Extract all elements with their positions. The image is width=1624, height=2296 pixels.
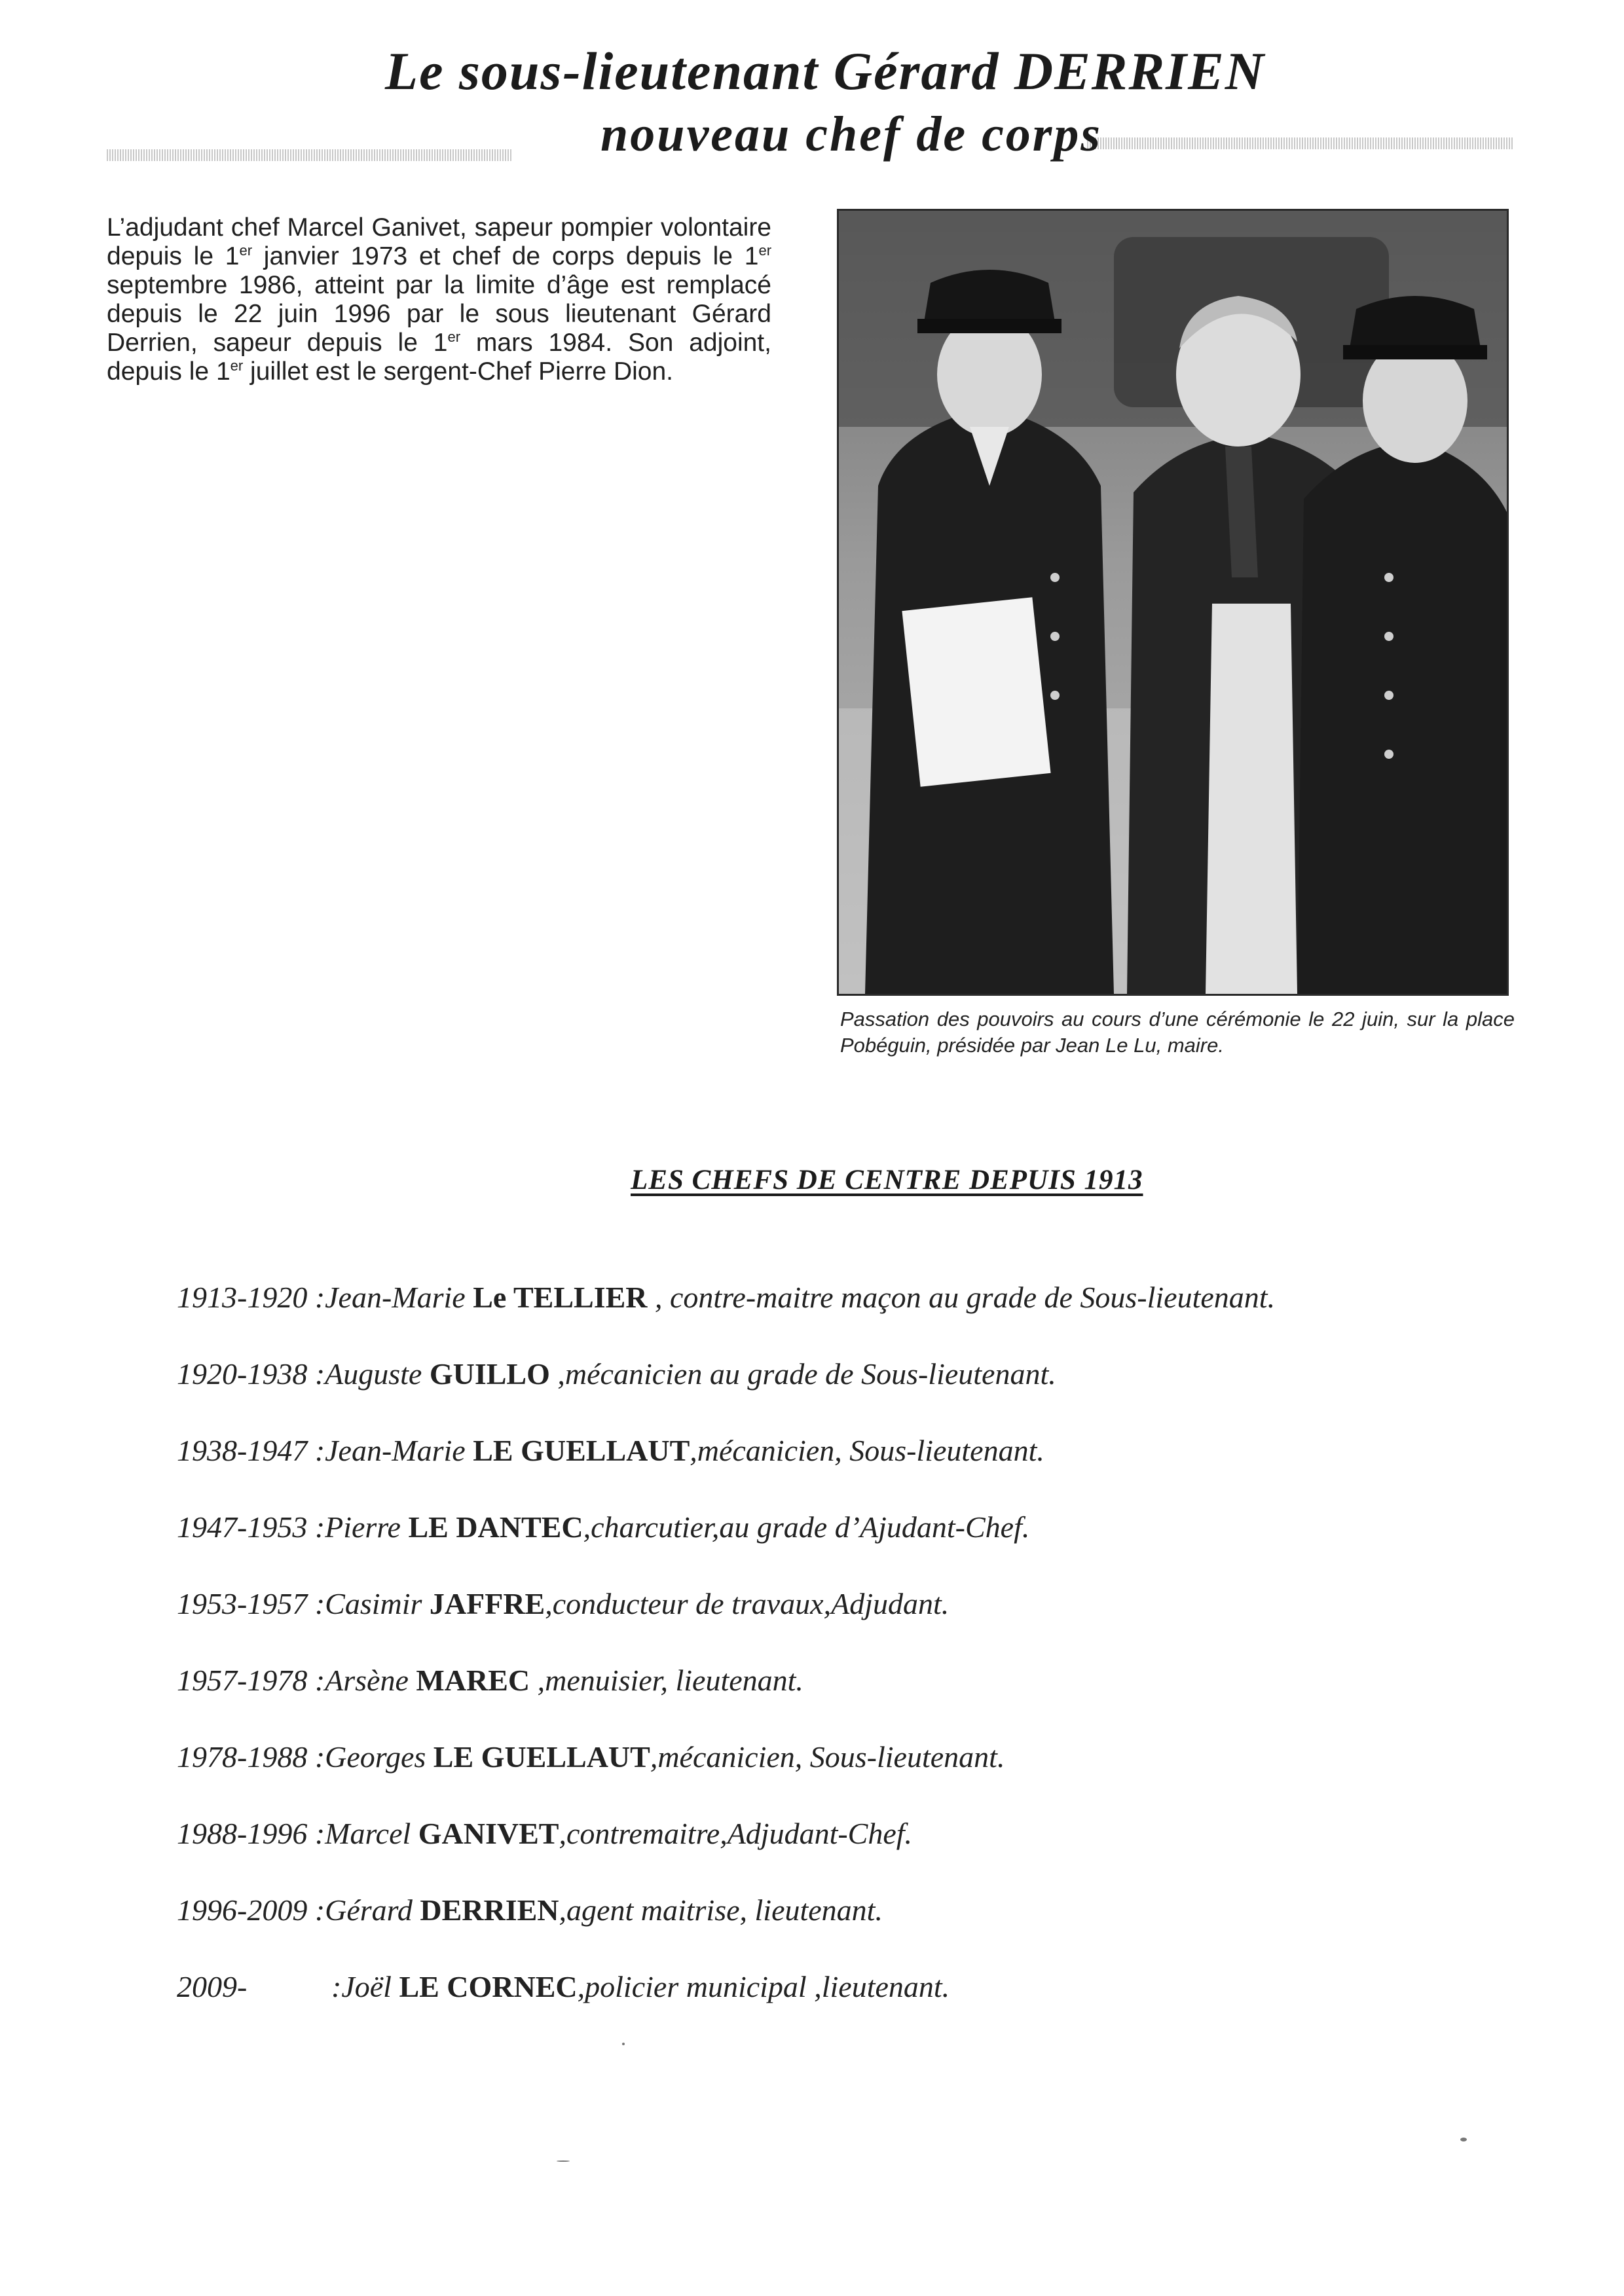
entry-surname: LE GUELLAUT <box>473 1434 690 1467</box>
chef-entry <box>177 1893 883 1927</box>
entry-firstname: Jean-Marie <box>325 1281 473 1314</box>
entry-firstname: Georges <box>325 1740 434 1774</box>
entry-firstname: Marcel <box>325 1817 418 1850</box>
entry-firstname: Casimir <box>325 1587 430 1620</box>
entry-years: 1988-1996 : <box>177 1817 325 1850</box>
entry-surname: JAFFRE <box>429 1587 545 1620</box>
scan-speck <box>557 2160 570 2162</box>
article-text-5: juillet est le sergent-Chef Pierre Dion. <box>243 357 673 386</box>
entry-years: 2009- <box>177 1970 248 2003</box>
chef-entry <box>177 1510 1029 1544</box>
entry-years: 1913-1920 : <box>177 1281 325 1314</box>
entry-firstname: :Joël <box>331 1970 399 2003</box>
entry-description: ,menuisier, lieutenant. <box>530 1664 803 1697</box>
entry-years: 1996-2009 : <box>177 1893 325 1927</box>
chef-entry <box>177 1740 1005 1774</box>
entry-firstname: Arsène <box>325 1664 416 1697</box>
entry-description: ,mécanicien au grade de Sous-lieutenant. <box>549 1357 1056 1391</box>
chef-entry <box>177 1816 912 1851</box>
ordinal-sup: er <box>447 329 461 345</box>
entry-years: 1957-1978 : <box>177 1664 325 1697</box>
chef-entry <box>177 1433 1044 1468</box>
ordinal-sup: er <box>758 242 772 259</box>
entry-description: , contre-maitre maçon au grade de Sous-lieutenant. <box>647 1281 1276 1314</box>
entry-years: 1947-1953 : <box>177 1510 325 1544</box>
entry-description: ,mécanicien, Sous-lieutenant. <box>690 1434 1044 1467</box>
page-subtitle: nouveau chef de corps <box>600 107 1102 162</box>
entry-surname: MAREC <box>416 1664 530 1697</box>
entry-surname: LE CORNEC <box>399 1970 578 2003</box>
ceremony-photo <box>837 209 1509 996</box>
scan-speck <box>1460 2138 1467 2141</box>
entry-surname: GUILLO <box>429 1357 550 1391</box>
entry-description: ,agent maitrise, lieutenant. <box>559 1893 883 1927</box>
chef-entry <box>177 1969 950 2004</box>
page-title: Le sous-lieutenant Gérard DERRIEN <box>384 41 1265 101</box>
entry-description: ,charcutier,au grade d’Ajudant-Chef. <box>583 1510 1030 1544</box>
article-text-4: mars 1984. Son adjoint, depuis le 1 <box>107 329 771 386</box>
entry-firstname: Auguste <box>325 1357 430 1391</box>
entry-surname: DERRIEN <box>420 1893 559 1927</box>
photo-caption: Passation des pouvoirs au cours d’une cérémonie le 22 juin, sur la place Pobéguin, présidée par Jean Le Lu, maire. <box>840 1008 1515 1057</box>
entry-years: 1953-1957 : <box>177 1587 325 1620</box>
entry-description: ,contremaitre,Adjudant-Chef. <box>559 1817 913 1850</box>
scan-speck <box>622 2043 625 2045</box>
entry-years: 1938-1947 : <box>177 1434 325 1467</box>
article-text-1: L’adjudant chef Marcel Ganivet, sapeur pompier volontaire depuis le 1 <box>107 213 771 270</box>
chef-entry <box>177 1586 949 1621</box>
entry-description: ,conducteur de travaux,Adjudant. <box>545 1587 950 1620</box>
entry-surname: LE GUELLAUT <box>433 1740 650 1774</box>
chef-entry <box>177 1357 1056 1391</box>
ordinal-sup: er <box>230 357 244 374</box>
chefs-heading: LES CHEFS DE CENTRE DEPUIS 1913 <box>631 1165 1143 1195</box>
chef-entry <box>177 1280 1275 1315</box>
article-text-2: janvier 1973 et chef de corps depuis le 1 <box>252 242 759 270</box>
article-text-3: septembre 1986, atteint par la limite d’âge est remplacé depuis le 22 juin 1996 par le sous lieutenant Gérard Derrien, sapeur depuis le 1 <box>107 271 771 357</box>
entry-firstname: Gérard <box>325 1893 420 1927</box>
entry-firstname: Jean-Marie <box>325 1434 473 1467</box>
entry-years: 1920-1938 : <box>177 1357 325 1391</box>
chef-entry <box>177 1663 803 1698</box>
entry-firstname: Pierre <box>325 1510 409 1544</box>
ceremony-photo-illustration <box>839 211 1507 994</box>
entry-description: ,policier municipal ,lieutenant. <box>577 1970 950 2003</box>
entry-surname: GANIVET <box>418 1817 559 1850</box>
ordinal-sup: er <box>239 242 253 259</box>
article-paragraph <box>107 213 771 386</box>
entry-years: 1978-1988 : <box>177 1740 325 1774</box>
entry-surname: Le TELLIER <box>473 1281 648 1314</box>
entry-description: ,mécanicien, Sous-lieutenant. <box>650 1740 1005 1774</box>
entry-surname: LE DANTEC <box>408 1510 583 1544</box>
